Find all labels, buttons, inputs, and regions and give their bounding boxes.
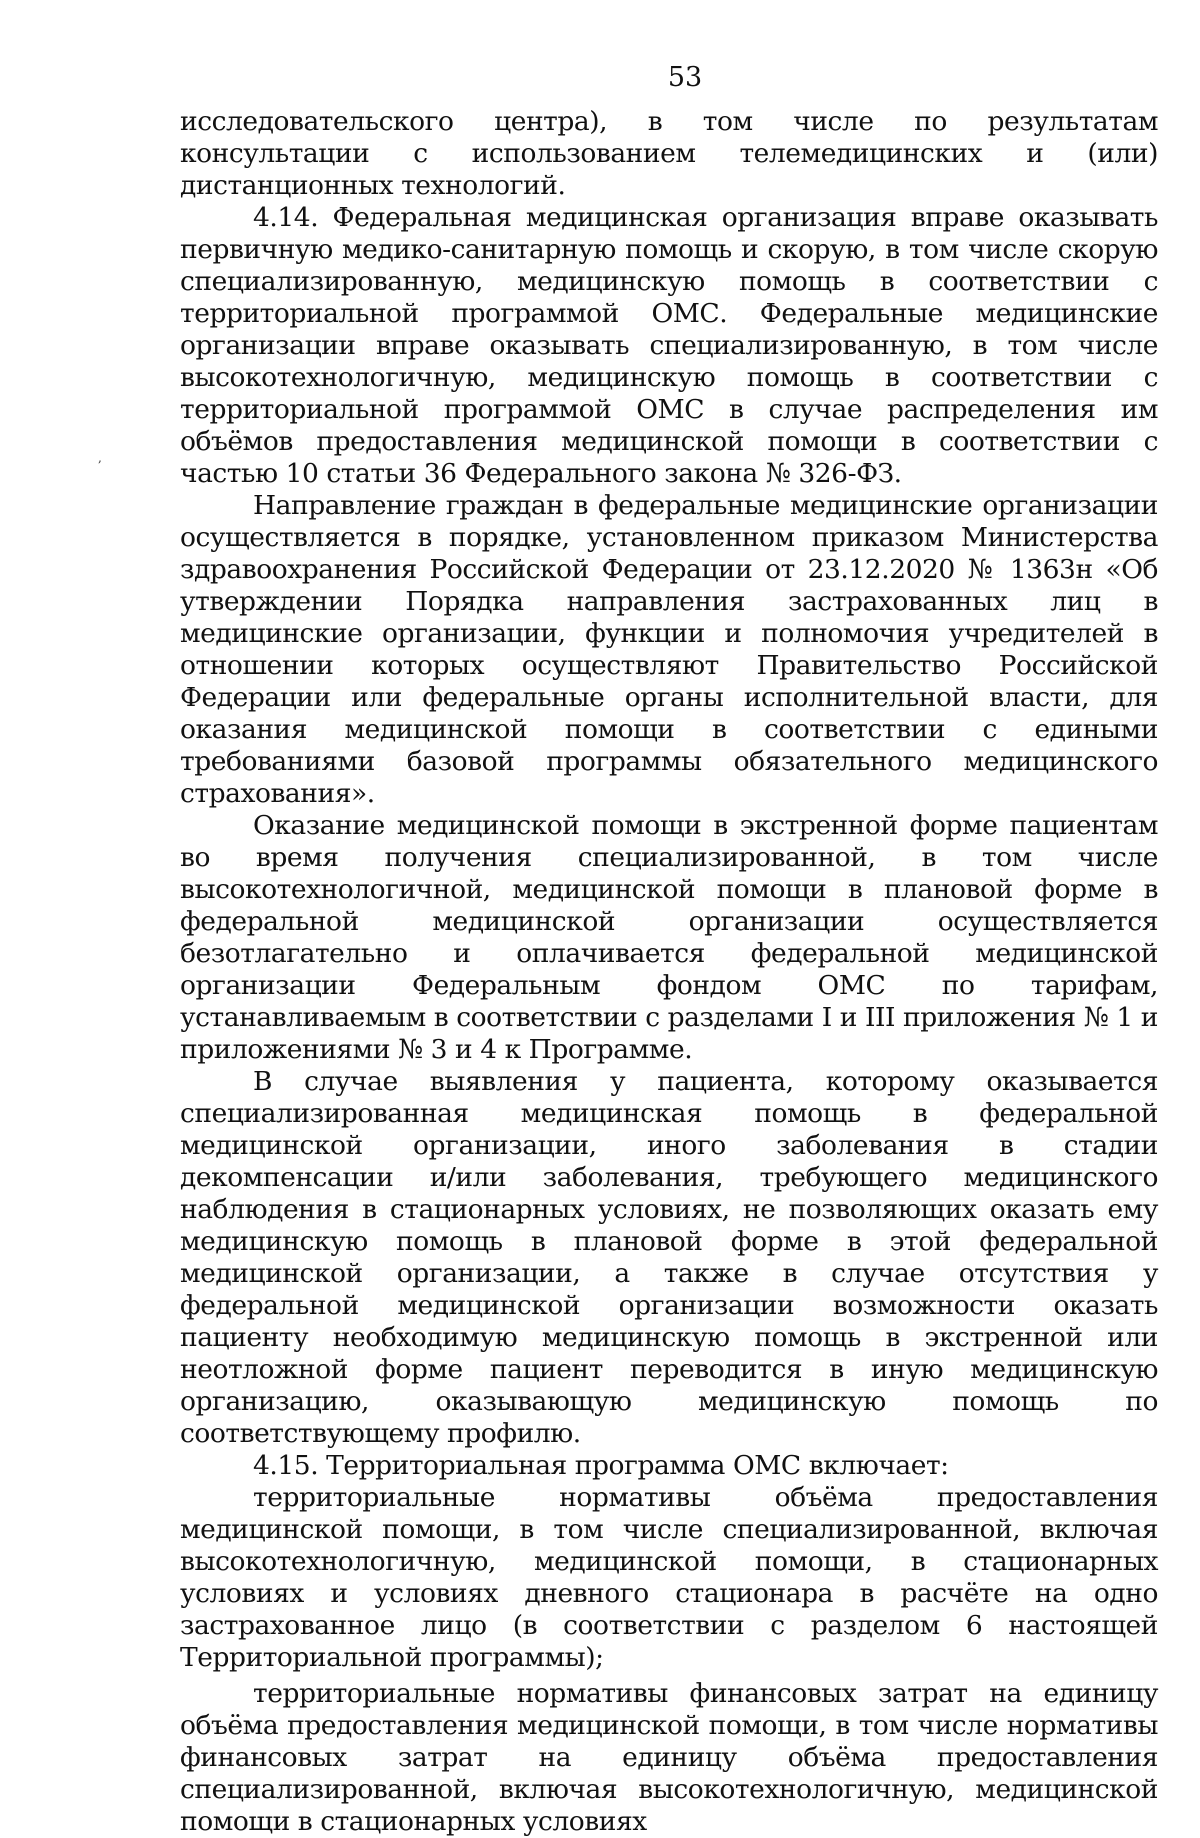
stray-mark: , <box>98 451 102 465</box>
paragraph-volume-norms: территориальные нормативы объёма предоставления медицинской помощи, в том числе специализированной, включая высокотехнологичную, медицинской помощи, в стационарных условиях и условиях дневного стационара в расчёте на одно застрахованное лицо (в соответствии с разделом 6 настоящей Территориальной программы); <box>180 1482 1158 1673</box>
paragraph-4-15: 4.15. Территориальная программа ОМС включает: <box>253 1450 949 1481</box>
paragraph-emergency-care: Оказание медицинской помощи в экстренной форме пациентам во время получения специализированной, в том числе высокотехнологичной, медицинской помощи в плановой форме в федеральной медицинской организации осуществляется безотлагательно и оплачивается федеральной медицинской организации Федеральным фондом ОМС по тарифам, устанавливаемым в соответствии с разделами I и III приложения № 1 и приложениями № 3 и 4 к Программе. <box>180 810 1158 1065</box>
body-text <box>180 106 1158 1838</box>
paragraph-cost-norms: территориальные нормативы финансовых затрат на единицу объёма предоставления медицинской помощи, в том числе нормативы финансовых затрат на единицу объёма предоставления специализированной, включая высокотехнологичную, медицинской помощи в стационарных условиях <box>180 1678 1158 1837</box>
paragraph-continuation: исследовательского центра), в том числе по результатам консультации с использованием телемедицинских и (или) дистанционных технологий. <box>180 106 1158 201</box>
paragraph-referral: Направление граждан в федеральные медицинские организации осуществляется в порядке, установленном приказом Министерства здравоохранения Российской Федерации от 23.12.2020 № 1363н «Об утверждении Порядка направления застрахованных лиц в медицинские организации, функции и полномочия учредителей в отношении которых осуществляют Правительство Российской Федерации или федеральные органы исполнительной власти, для оказания медицинской помощи в соответствии с едиными требованиями базовой программы обязательного медицинского страхования». <box>180 490 1158 809</box>
paragraph-4-14: 4.14. Федеральная медицинская организация вправе оказывать первичную медико-санитарную помощь и скорую, в том числе скорую специализированную, медицинскую помощь в соответствии с территориальной программой ОМС. Федеральные медицинские организации вправе оказывать специализированную, в том числе высокотехнологичную, медицинскую помощь в соответствии с территориальной программой ОМС в случае распределения им объёмов предоставления медицинской помощи в соответствии с частью 10 статьи 36 Федерального закона № 326-ФЗ. <box>180 202 1158 489</box>
paragraph-patient-transfer: В случае выявления у пациента, которому оказывается специализированная медицинская помощь в федеральной медицинской организации, иного заболевания в стадии декомпенсации и/или заболевания, требующего медицинского наблюдения в стационарных условиях, не позволяющих оказать ему медицинскую помощь в плановой форме в этой федеральной медицинской организации, а также в случае отсутствия у федеральной медицинской организации возможности оказать пациенту необходимую медицинскую помощь в экстренной или неотложной форме пациент переводится в иную медицинскую организацию, оказывающую медицинскую помощь по соответствующему профилю. <box>180 1066 1158 1449</box>
page-number: 53 <box>667 62 703 93</box>
